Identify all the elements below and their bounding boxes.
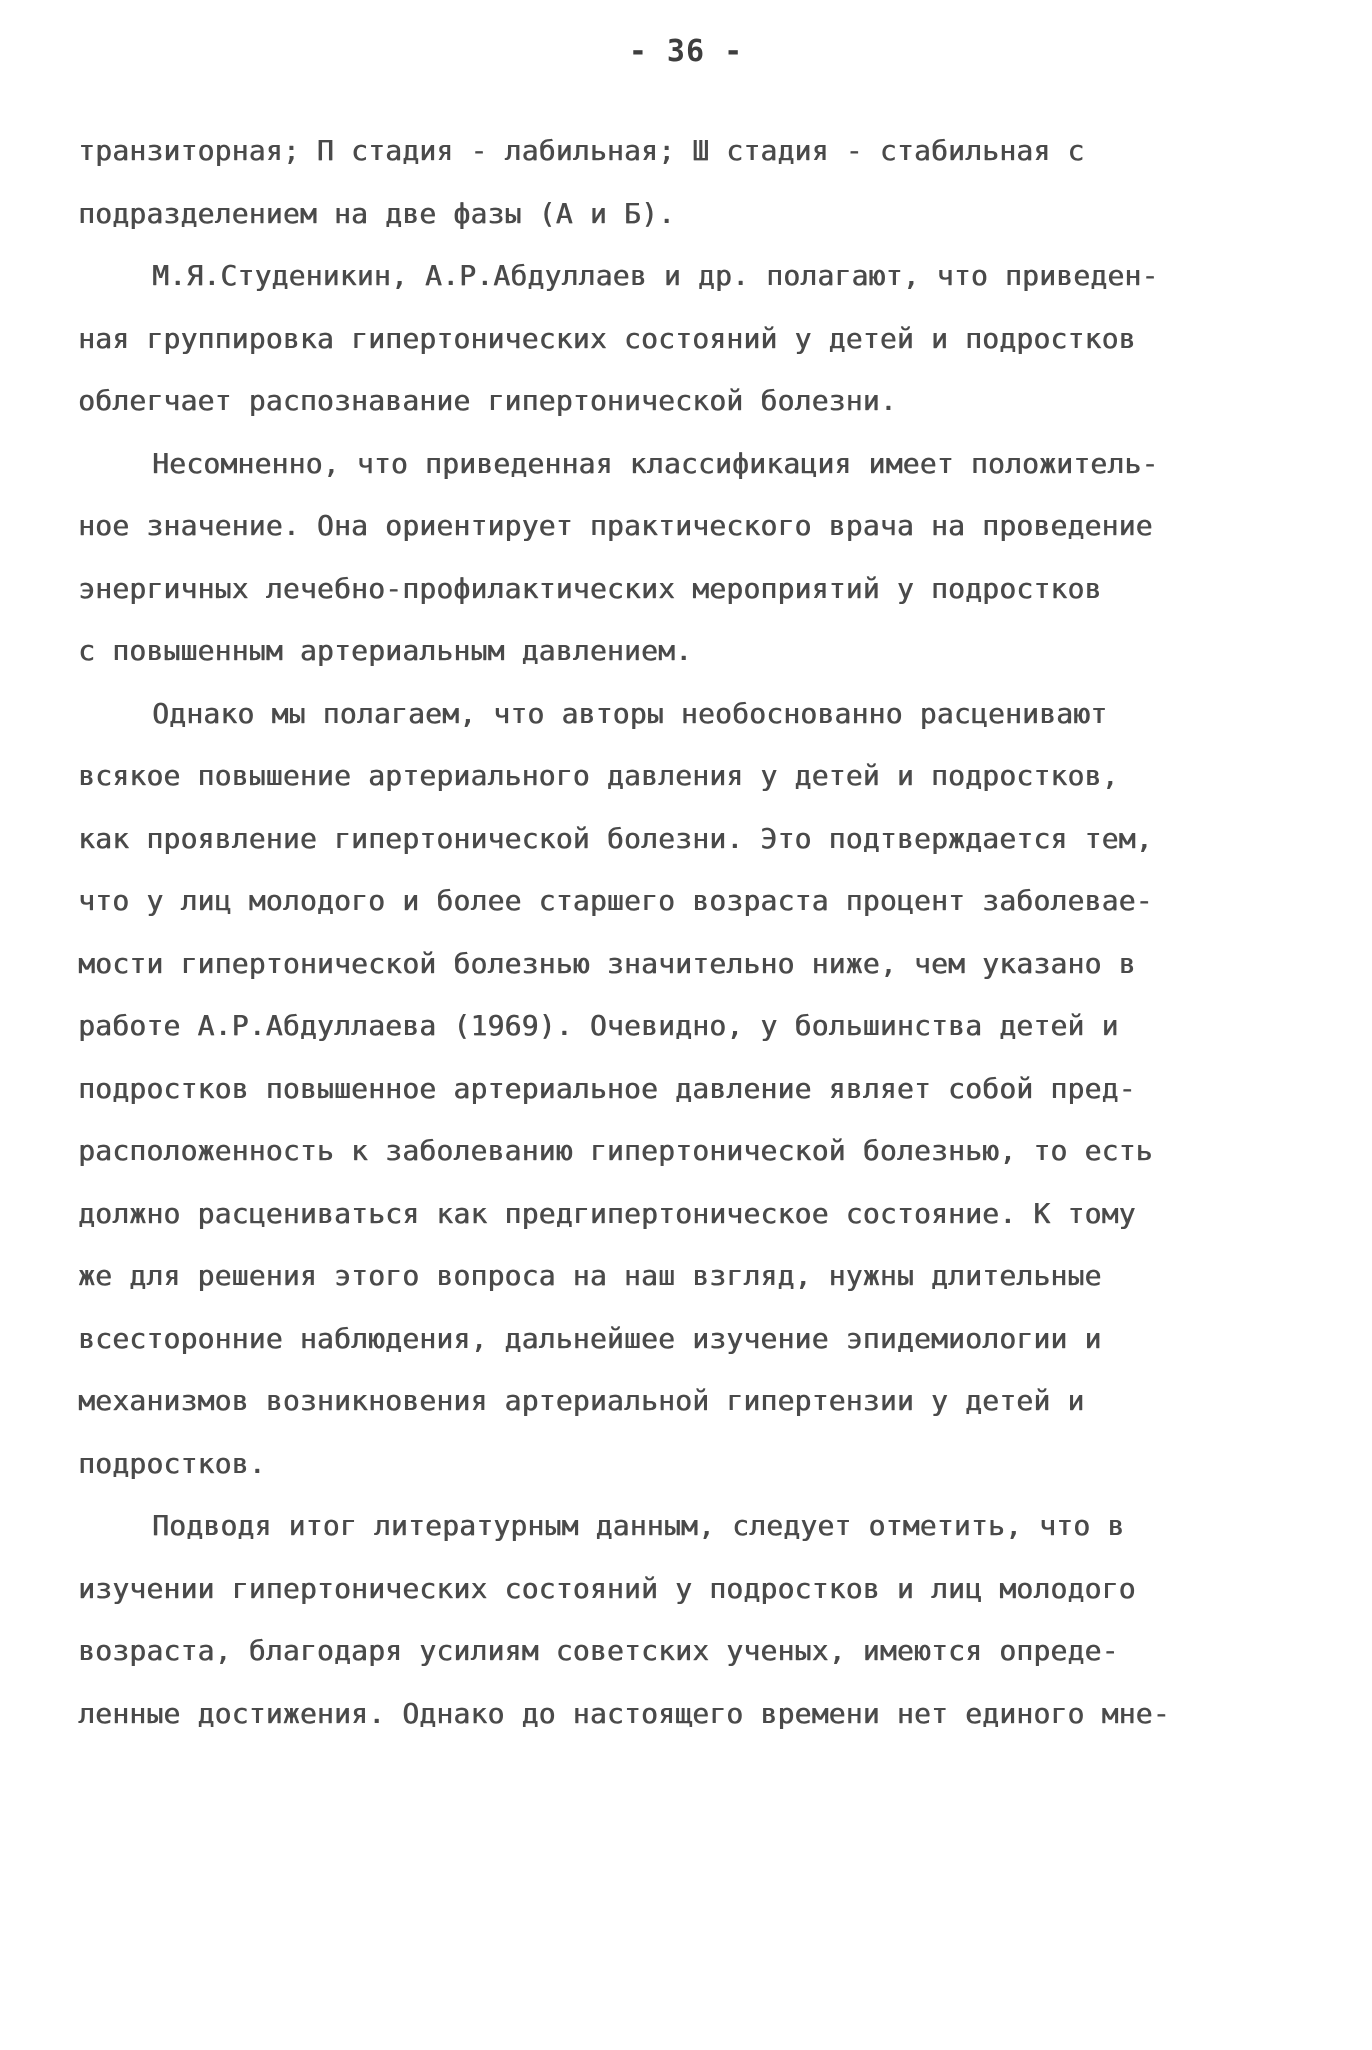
text-line: возраста, благодаря усилиям советских ученых, имеются опреде- xyxy=(78,1634,1119,1667)
text-line: подростков. xyxy=(78,1446,266,1480)
text-line: ное значение. Она ориентирует практического врача на проведение xyxy=(78,509,1153,542)
text-line: энергичных лечебно-профилактических мероприятий у подростков xyxy=(78,571,1102,605)
text-line: ная группировка гипертонических состояний у детей и подростков xyxy=(78,321,1136,355)
text-line: всякое повышение артериального давления у детей и подростков, xyxy=(78,759,1119,792)
text-line: с повышенным артериальным давлением. xyxy=(78,634,693,667)
text-line: подразделением на две фазы (А и Б). xyxy=(78,196,676,230)
text-line: М.Я.Студеникин, А.Р.Абдуллаев и др. полагают, что приведен- xyxy=(152,259,1159,292)
text-line: работе А.Р.Абдуллаева (1969). Очевидно, у большинства детей и xyxy=(78,1009,1119,1042)
text-line: изучении гипертонических состояний у подростков и лиц молодого xyxy=(78,1571,1136,1605)
text-line: должно расцениваться как предгипертоническое состояние. К тому xyxy=(78,1196,1136,1230)
page-number: - 36 - xyxy=(628,34,744,69)
text-line: облегчает распознавание гипертонической болезни. xyxy=(78,384,897,417)
text-line: что у лиц молодого и более старшего возраста процент заболевае- xyxy=(78,884,1153,917)
text-line: Однако мы полагаем, что авторы необоснованно расценивают xyxy=(152,696,1108,730)
text-line: же для решения этого вопроса на наш взгляд, нужны длительные xyxy=(78,1259,1102,1292)
paragraph-3 xyxy=(78,433,1288,683)
text-line: механизмов возникновения артериальной гипертензии у детей и xyxy=(78,1384,1085,1417)
text-line: транзиторная; П стадия - лабильная; Ш стадия - стабильная с xyxy=(78,134,1085,167)
paragraph-2 xyxy=(78,245,1288,433)
paragraph-5 xyxy=(78,1495,1288,1745)
text-line: мости гипертонической болезнью значительно ниже, чем указано в xyxy=(78,946,1136,980)
text-line: как проявление гипертонической болезни. Это подтверждается тем, xyxy=(78,821,1153,855)
text-line: всесторонние наблюдения, дальнейшее изучение эпидемиологии и xyxy=(78,1321,1102,1355)
text-line: ленные достижения. Однако до настоящего времени нет единого мне- xyxy=(78,1696,1170,1730)
text-line: подростков повышенное артериальное давление являет собой пред- xyxy=(78,1071,1136,1105)
paragraph-1 xyxy=(78,120,1288,245)
paragraph-4 xyxy=(78,683,1288,1496)
text-line: Подводя итог литературным данным, следует отметить, что в xyxy=(152,1509,1125,1542)
text-line: расположенность к заболеванию гипертонической болезнью, то есть xyxy=(78,1134,1153,1167)
body-text xyxy=(78,120,1288,1745)
text-line: Несомненно, что приведенная классификация имеет положитель- xyxy=(152,446,1159,480)
